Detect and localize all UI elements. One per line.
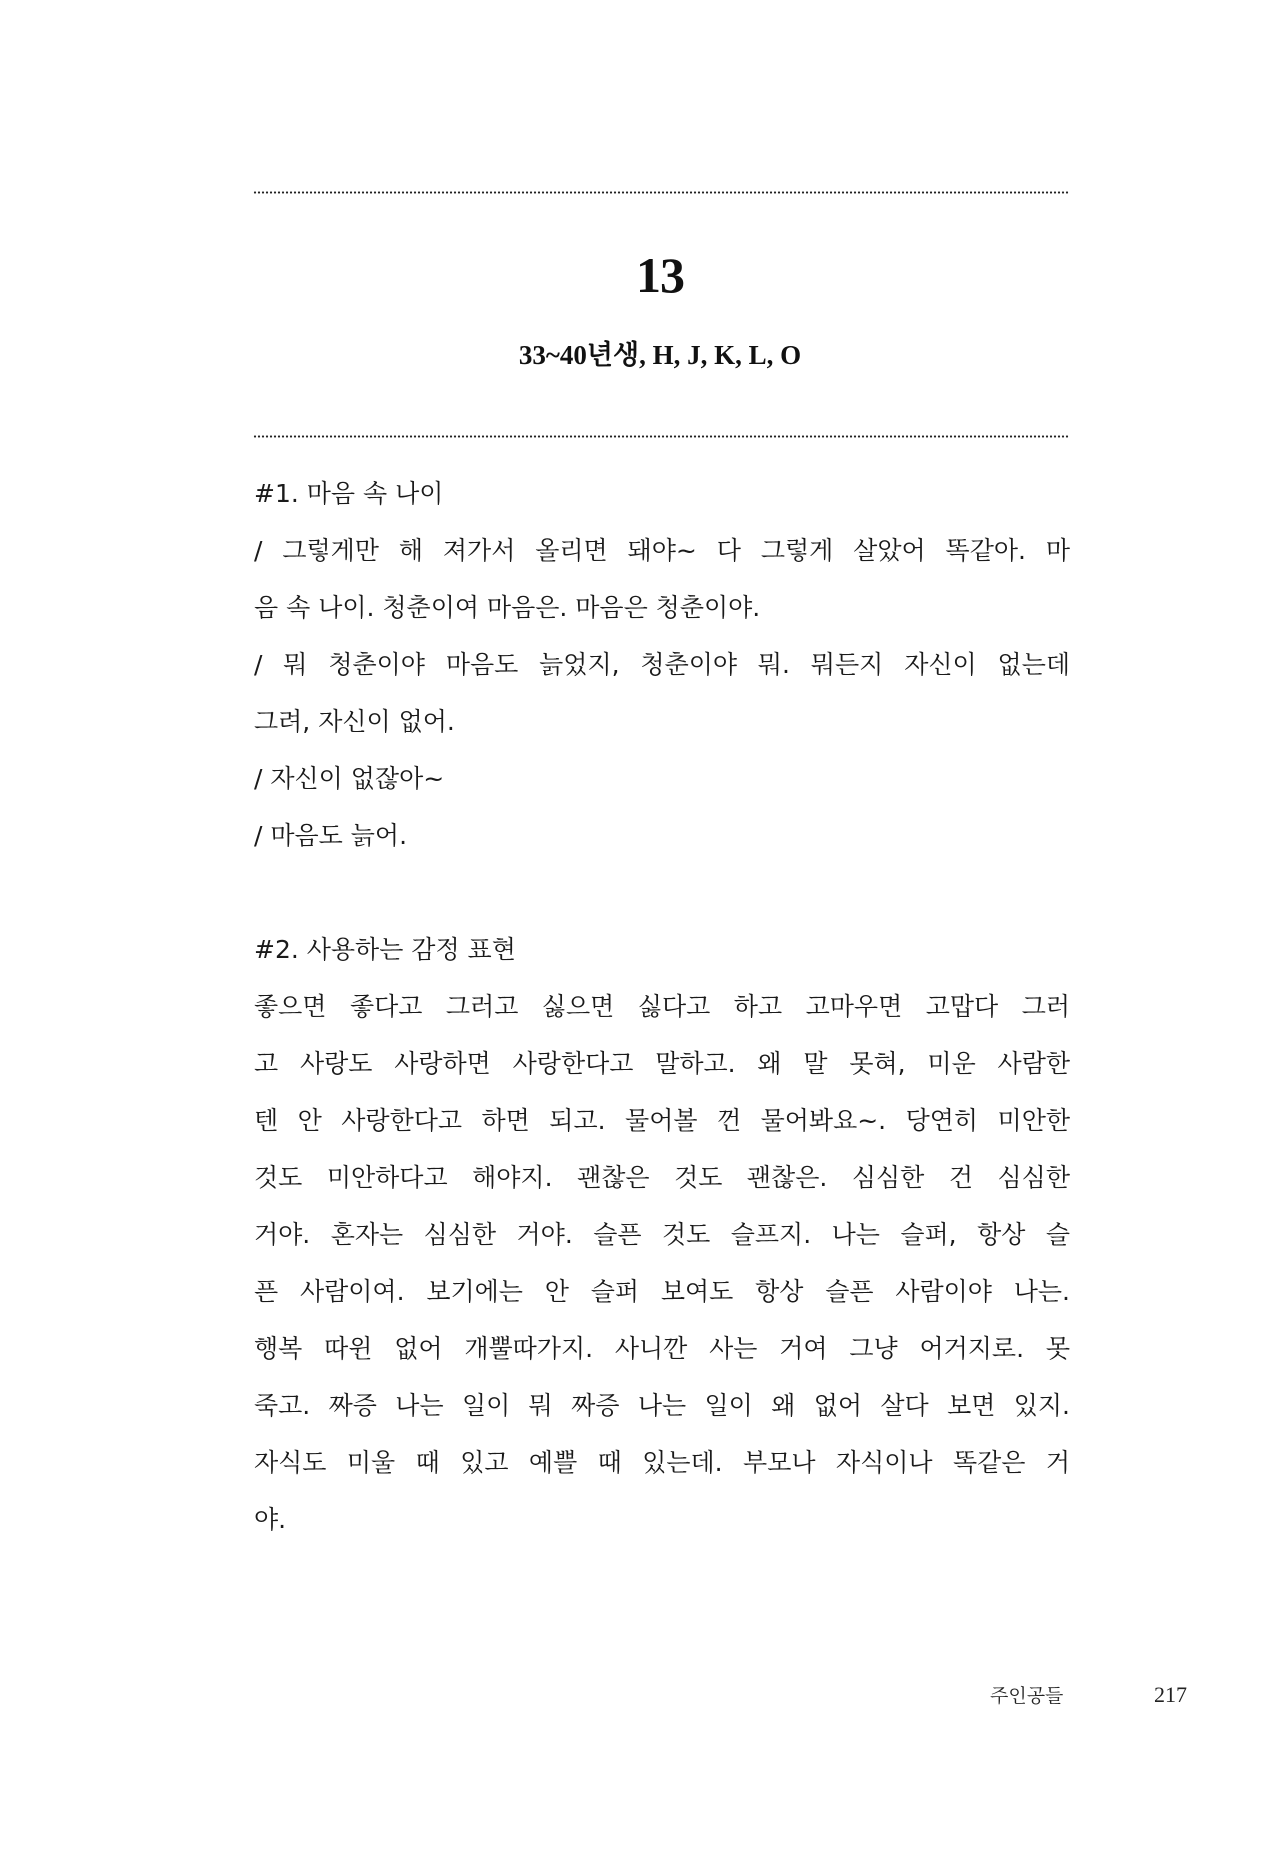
dotted-divider-bottom bbox=[253, 435, 1069, 438]
text-line: 것도 미안하다고 해야지. 괜찮은 것도 괜찮은. 심심한 건 심심한 bbox=[254, 1163, 1070, 1192]
text-line: / 자신이 없잖아~ bbox=[254, 764, 445, 793]
text-line: 죽고. 짜증 나는 일이 뭐 짜증 나는 일이 왜 없어 살다 보면 있지. bbox=[254, 1391, 1070, 1420]
text-line: 좋으면 좋다고 그러고 싫으면 싫다고 하고 고마우면 고맙다 그러 bbox=[254, 992, 1070, 1021]
chapter-body bbox=[254, 465, 1070, 1548]
text-line: 자식도 미울 때 있고 예쁠 때 있는데. 부모나 자식이나 똑같은 거 bbox=[254, 1448, 1070, 1477]
section-heading: #1. 마음 속 나이 bbox=[254, 479, 444, 508]
text-line: 텐 안 사랑한다고 하면 되고. 물어볼 껀 물어봐요~. 당연히 미안한 bbox=[254, 1106, 1070, 1135]
chapter-number: 13 bbox=[636, 247, 684, 303]
section-2 bbox=[254, 921, 1070, 1548]
text-line: / 마음도 늙어. bbox=[254, 821, 408, 850]
text-line: 거야. 혼자는 심심한 거야. 슬픈 것도 슬프지. 나는 슬퍼, 항상 슬 bbox=[254, 1220, 1070, 1249]
text-line: 음 속 나이. 청춘이여 마음은. 마음은 청춘이야. bbox=[254, 593, 761, 622]
text-line: / 뭐 청춘이야 마음도 늙었지, 청춘이야 뭐. 뭐든지 자신이 없는데 bbox=[254, 650, 1070, 679]
section-1 bbox=[254, 465, 1070, 864]
running-footer-title: 주인공들 bbox=[990, 1685, 1064, 1707]
text-line: 픈 사람이여. 보기에는 안 슬퍼 보여도 항상 슬픈 사람이야 나는. bbox=[254, 1277, 1070, 1306]
section-heading: #2. 사용하는 감정 표현 bbox=[254, 935, 516, 964]
page-number: 217 bbox=[1154, 1682, 1187, 1707]
text-line: 고 사랑도 사랑하면 사랑한다고 말하고. 왜 말 못혀, 미운 사람한 bbox=[254, 1049, 1070, 1078]
dotted-divider-top bbox=[253, 191, 1069, 194]
text-line: 그려, 자신이 없어. bbox=[254, 707, 455, 736]
text-line: / 그렇게만 해 져가서 올리면 돼야~ 다 그렇게 살았어 똑같아. 마 bbox=[254, 536, 1070, 565]
text-line: 야. bbox=[254, 1505, 287, 1534]
chapter-subtitle: 33~40년생, H, J, K, L, O bbox=[518, 340, 802, 370]
text-line: 행복 따윈 없어 개뿔따가지. 사니깐 사는 거여 그냥 어거지로. 못 bbox=[254, 1334, 1070, 1363]
